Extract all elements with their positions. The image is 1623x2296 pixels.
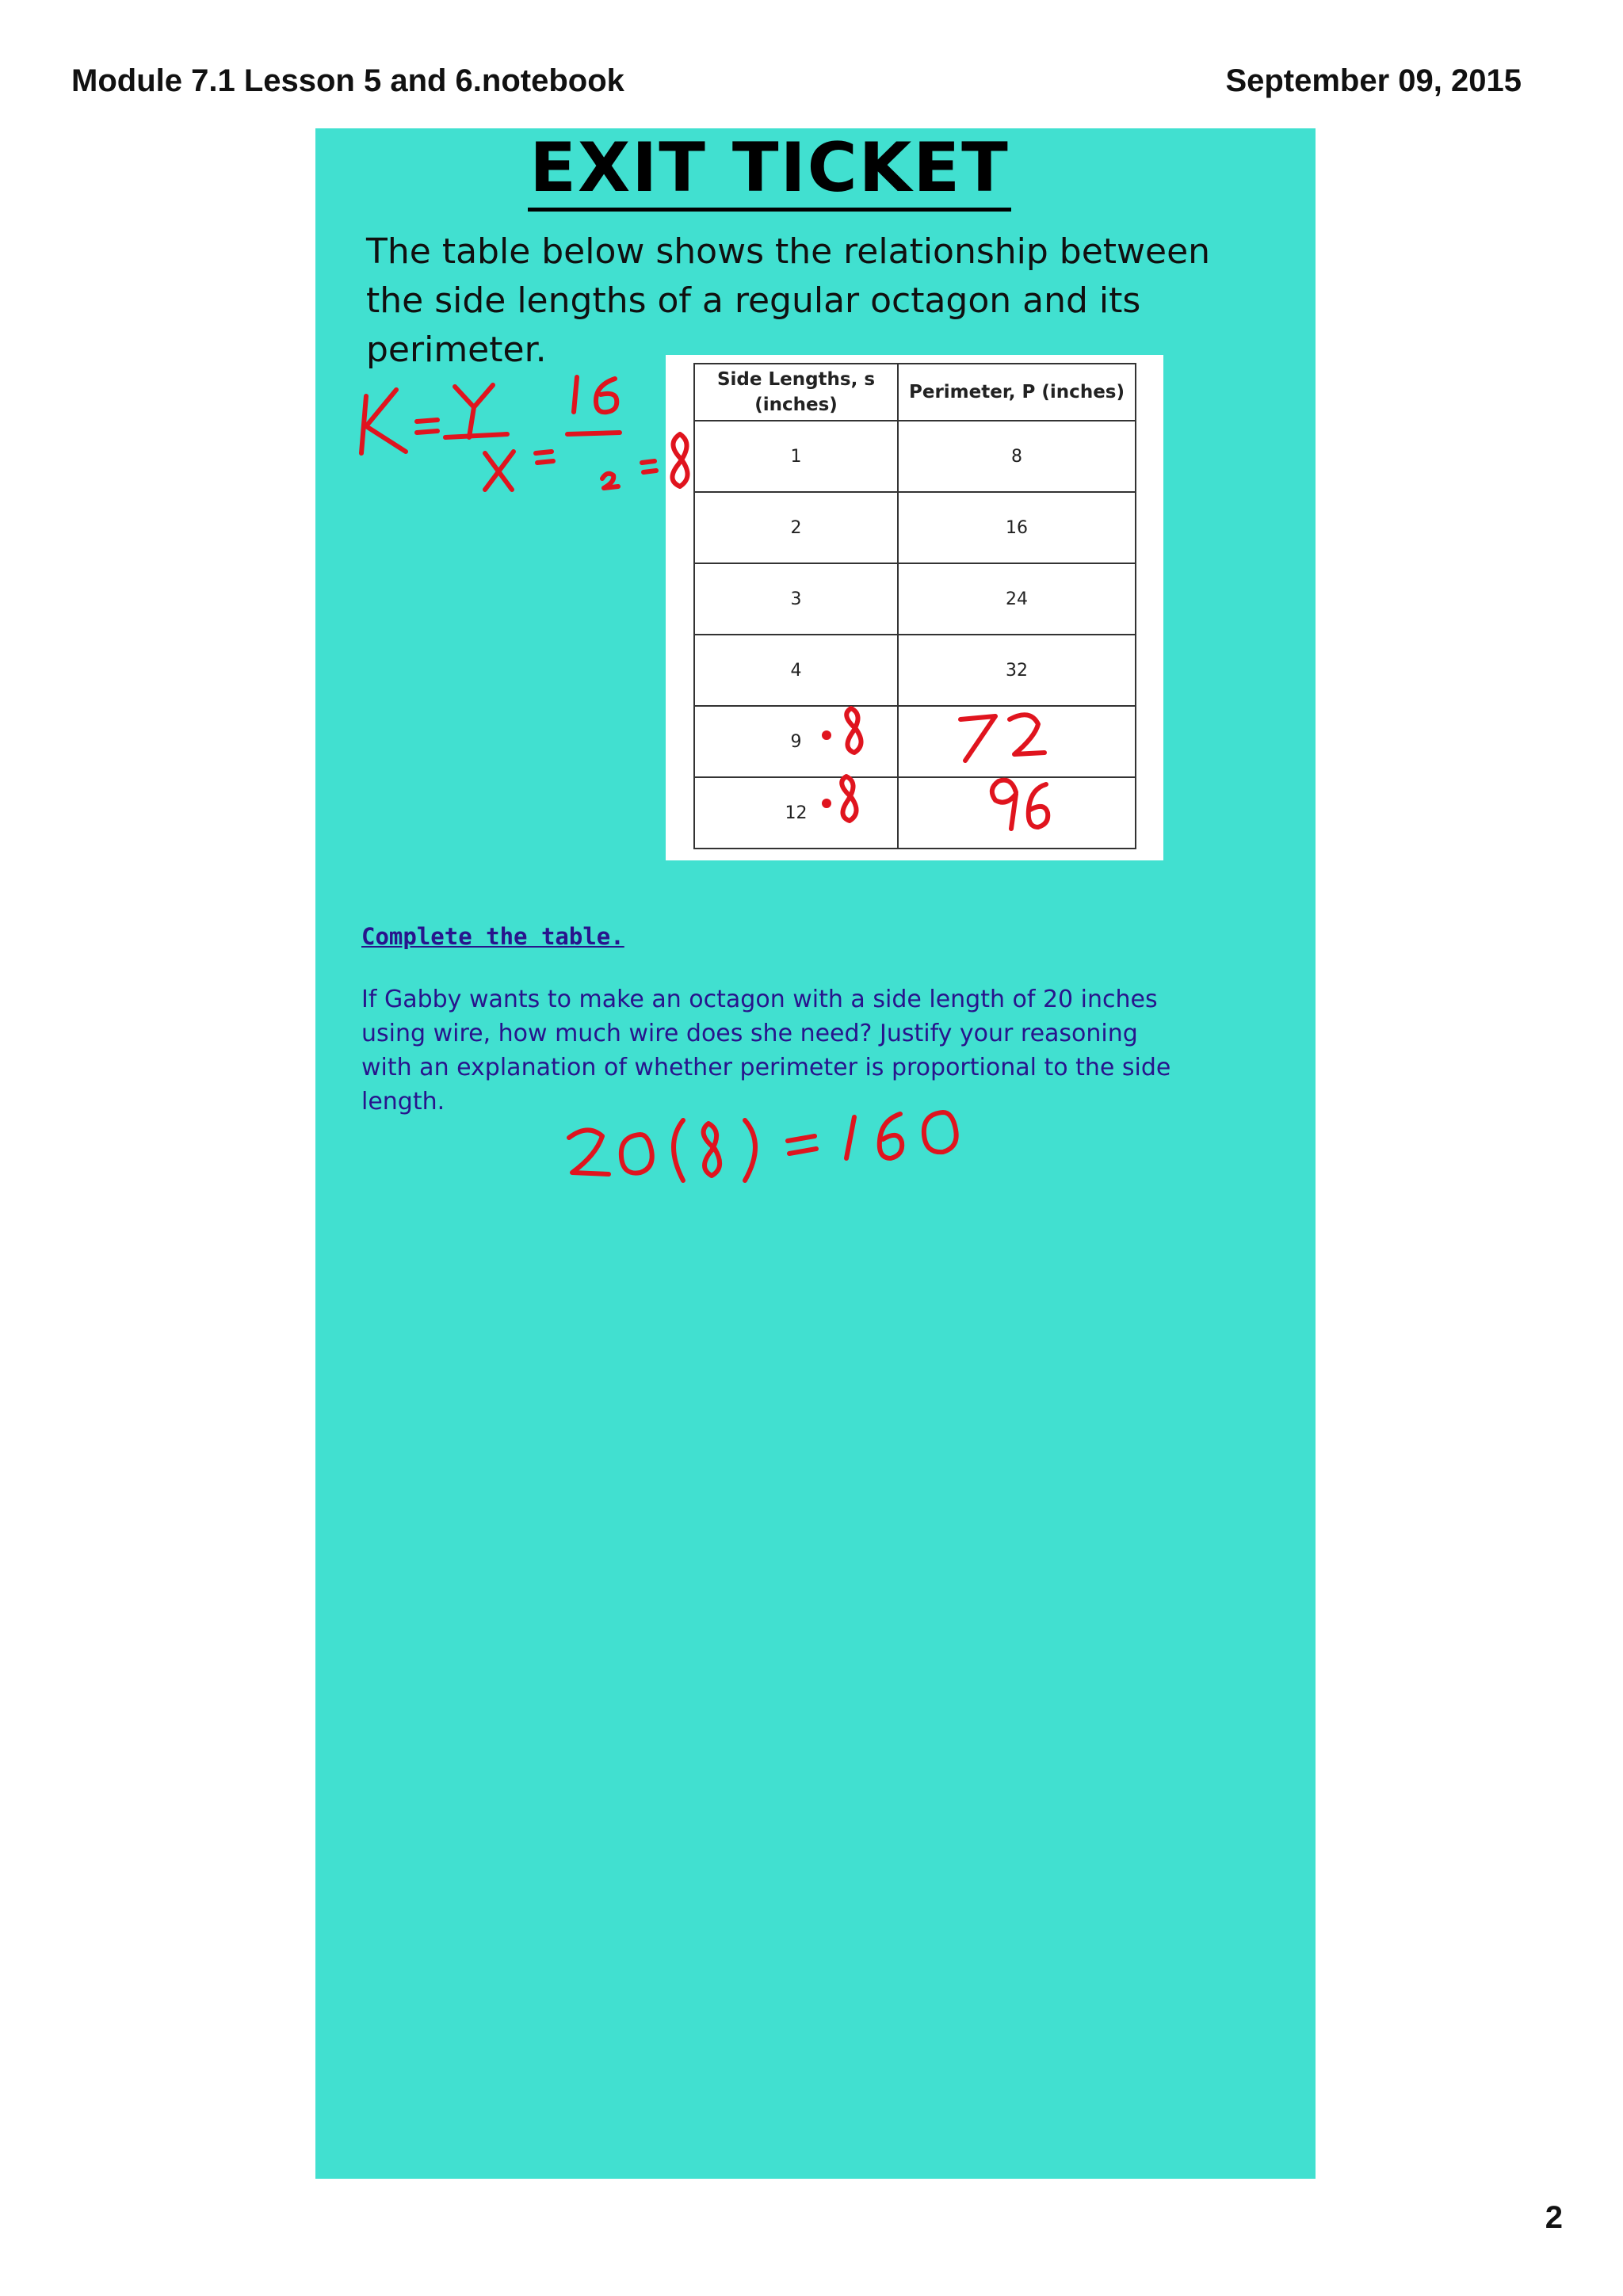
handwritten-constant-equation — [361, 377, 688, 490]
question-text: If Gabby wants to make an octagon with a side length of 20 inches using wire, how much wire does she need? Justify your reasoning with an explanation of whether perimeter is proportional to the side length. — [361, 986, 1171, 1116]
page-number: 2 — [1545, 2200, 1563, 2235]
notebook-title: Module 7.1 Lesson 5 and 6.notebook — [71, 63, 624, 98]
table-cell-perimeter: 24 — [898, 563, 1136, 635]
instruction-text: Complete the table. — [361, 923, 624, 950]
handwritten-row9-work — [824, 708, 1044, 761]
intro-text: The table below shows the relationship between the side lengths of a regular octagon and its perimeter. — [366, 231, 1211, 370]
table-cell-side: 9 — [694, 706, 898, 777]
table-cell-side: 12 — [694, 777, 898, 849]
slide-title: EXIT TICKET — [315, 128, 1224, 208]
table-cell-side: 3 — [694, 563, 898, 635]
page-date: September 09, 2015 — [1225, 63, 1522, 98]
column-header-side-length: Side Lengths, s (inches) — [694, 364, 898, 421]
column-header-perimeter: Perimeter, P (inches) — [898, 364, 1136, 421]
table-cell-perimeter: 16 — [898, 492, 1136, 563]
table-cell-side: 4 — [694, 635, 898, 706]
handwritten-row12-work — [824, 776, 1048, 829]
table-cell-perimeter: 8 — [898, 421, 1136, 492]
handwritten-answer-equation — [569, 1112, 957, 1180]
table-cell-perimeter: 32 — [898, 635, 1136, 706]
table-cell-side: 2 — [694, 492, 898, 563]
table-cell-side: 1 — [694, 421, 898, 492]
